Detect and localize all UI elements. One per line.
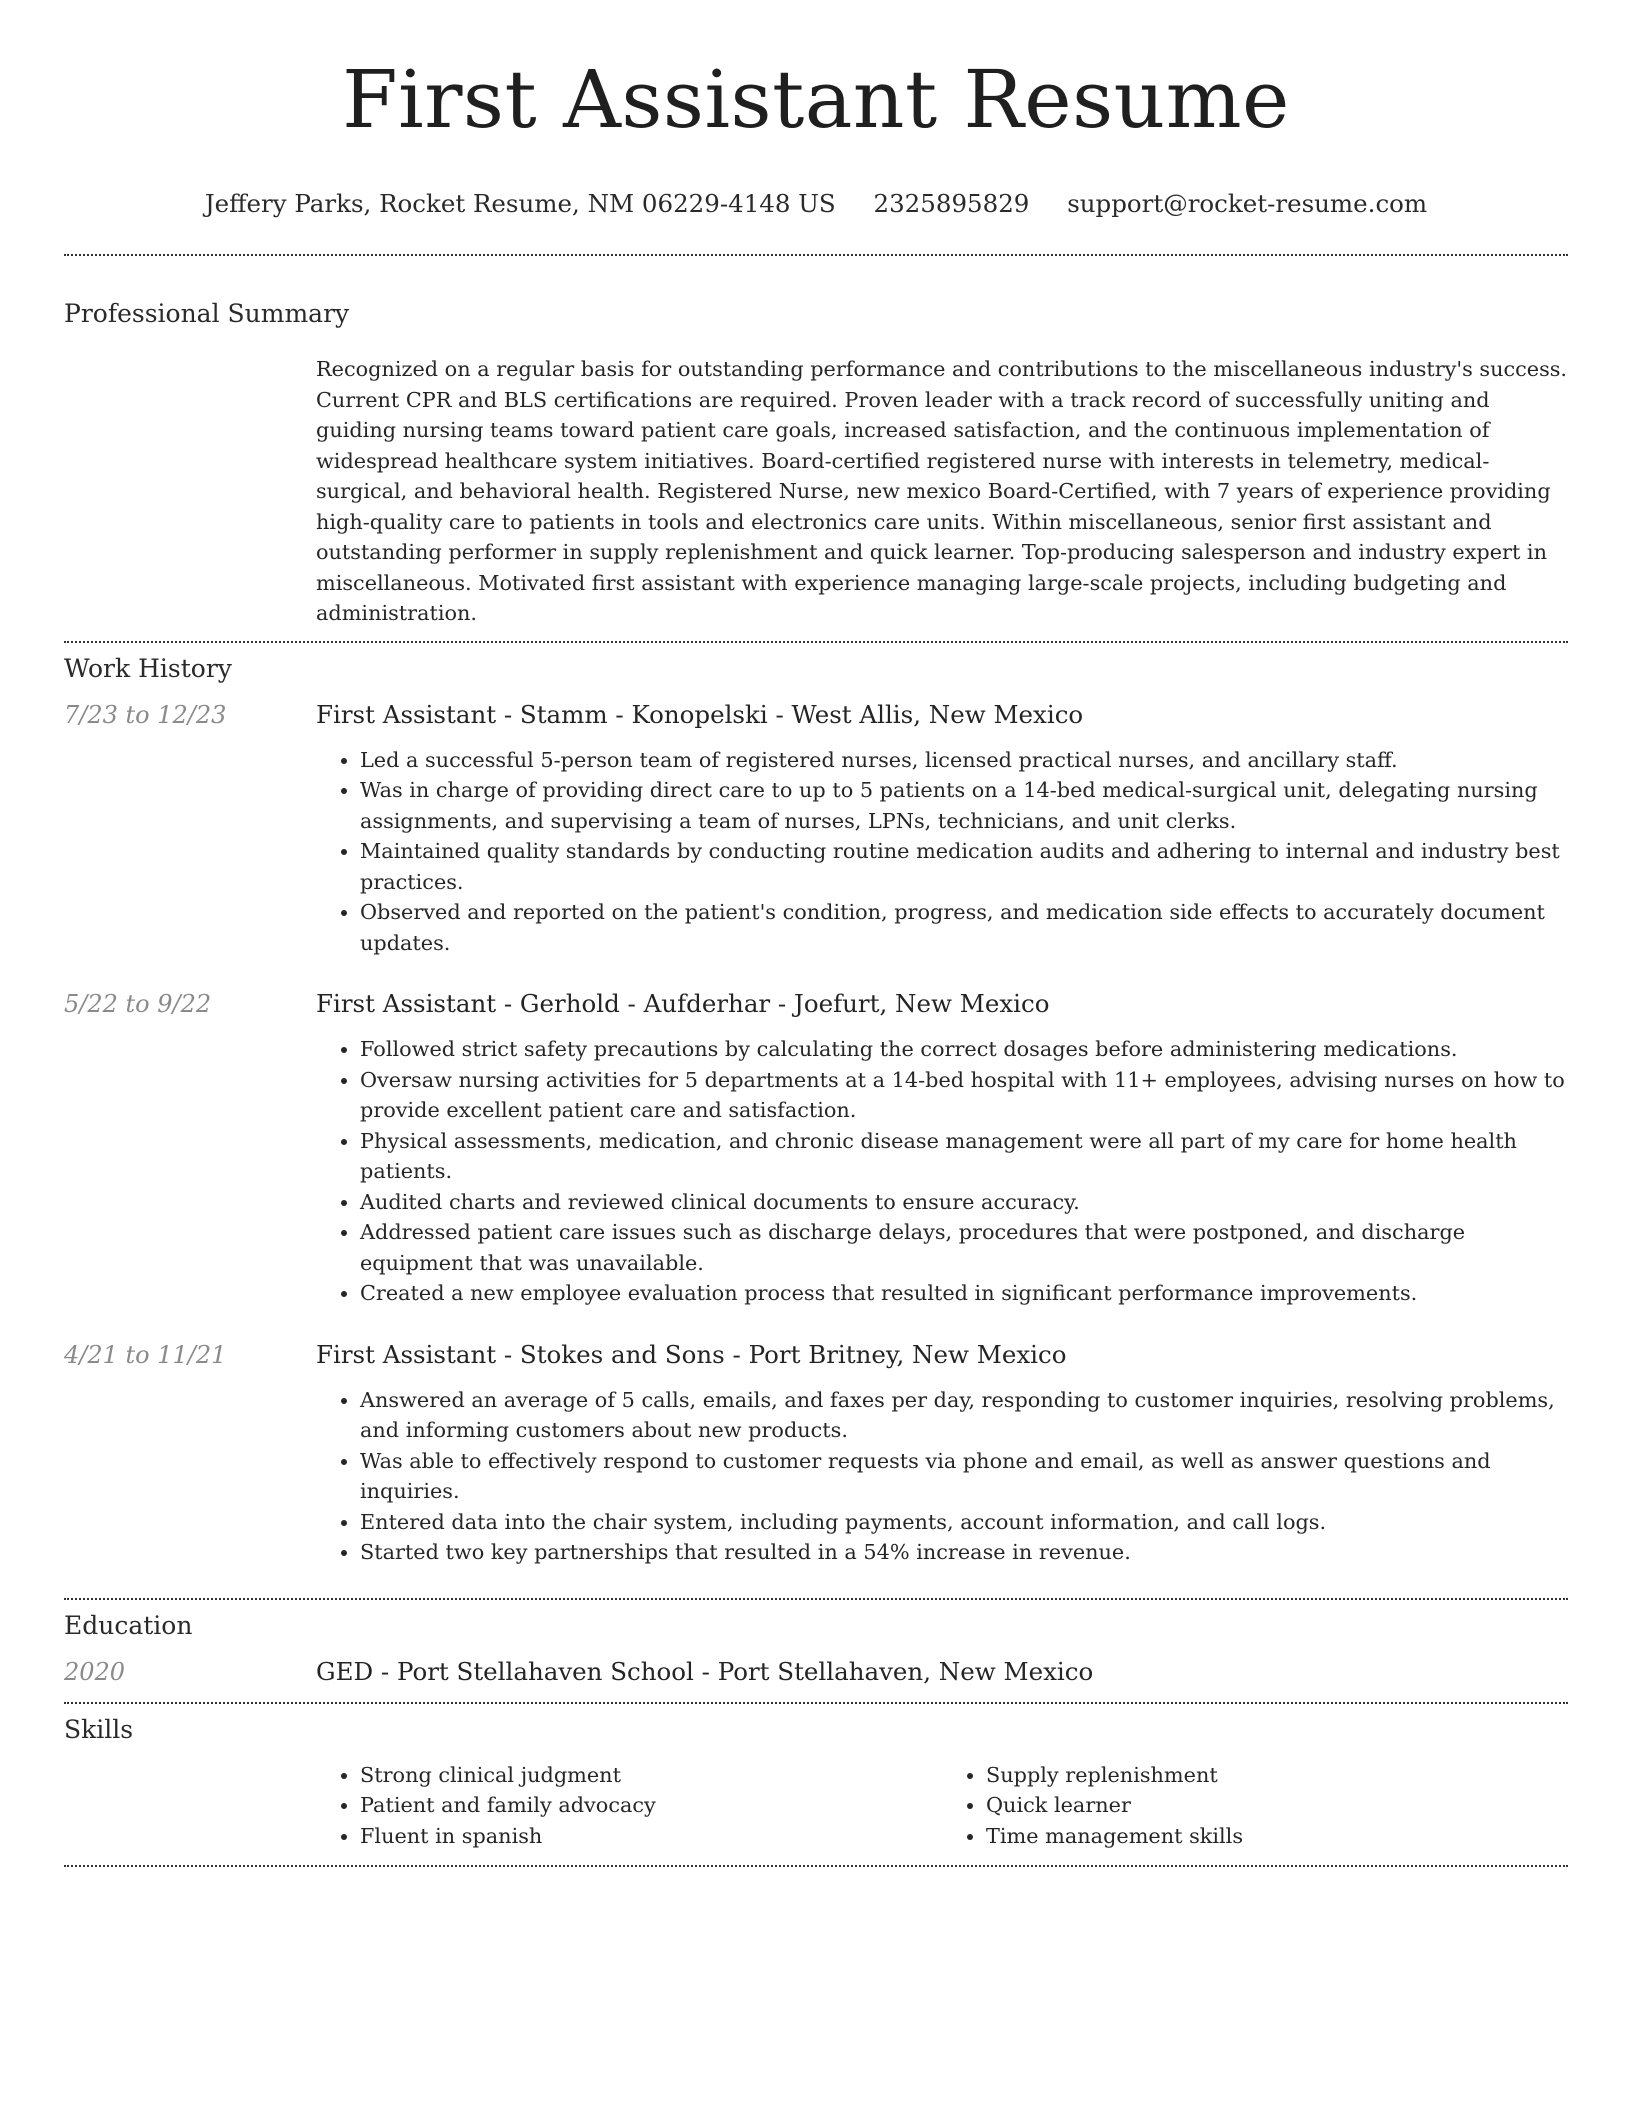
education-detail: GED - Port Stellahaven School - Port Stellahaven, New Mexico [316, 1656, 1094, 1686]
job-header [64, 988, 1568, 1020]
summary-heading: Professional Summary [64, 299, 350, 328]
education-year: 2020 [64, 1657, 126, 1686]
job-bullet: • Observed and reported on the patient's condition, progress, and medication side effects to accurately document updates. [360, 897, 1568, 958]
divider [64, 254, 1568, 256]
job-bullet: • Answered an average of 5 calls, emails, and faxes per day, responding to customer inquiries, resolving problems, and informing customers about new products. [360, 1385, 1568, 1446]
job-bullet: • Maintained quality standards by conducting routine medication audits and adhering to internal and industry best practices. [360, 836, 1568, 897]
summary-text: Recognized on a regular basis for outstanding performance and contributions to the miscellaneous industry's success. Current CPR and BLS certifications are required. Proven leader with a track record of successfully uniting and guiding nursing teams toward patient care goals, increased satisfaction, and the continuous implementation of widespread healthcare system initiatives. Board-certified registered nurse with interests in telemetry, medical-surgical, and behavioral health. Registered Nurse, new mexico Board-Certified, with 7 years of experience providing high-quality care to patients in tools and electronics care units. Within miscellaneous, senior first assistant and outstanding performer in supply replenishment and quick learner. Top-producing salesperson and industry expert in miscellaneous. Motivated first assistant with experience managing large-scale projects, including budgeting and administration. [316, 357, 1568, 625]
job-bullet: • Entered data into the chair system, including payments, account information, and call logs. [360, 1507, 1568, 1538]
skills-list [316, 1760, 1568, 1852]
job-dates: 4/21 to 11/21 [64, 1340, 227, 1369]
work-history-heading: Work History [64, 653, 232, 683]
job-title: First Assistant - Stamm - Konopelski - West Allis, New Mexico [316, 699, 1084, 729]
job-bullet: • Was able to effectively respond to customer requests via phone and email, as well as answer questions and inquiries. [360, 1446, 1568, 1507]
job-dates: 7/23 to 12/23 [64, 700, 227, 729]
skill-item: • Quick learner [986, 1790, 1568, 1821]
contact-phone: 2325895829 [873, 189, 1030, 218]
job-bullet: • Followed strict safety precautions by calculating the correct dosages before administering medications. [360, 1034, 1568, 1065]
job-entry [64, 988, 1568, 1309]
skill-item: • Time management skills [986, 1821, 1568, 1852]
job-bullet: • Started two key partnerships that resulted in a 54% increase in revenue. [360, 1537, 1568, 1568]
job-bullet: • Led a successful 5-person team of registered nurses, licensed practical nurses, and ancillary staff. [360, 745, 1568, 776]
skill-item: • Strong clinical judgment [360, 1760, 942, 1791]
job-bullet: • Physical assessments, medication, and chronic disease management were all part of my care for home health patients. [360, 1126, 1568, 1187]
divider [64, 1865, 1568, 1867]
job-dates: 5/22 to 9/22 [64, 990, 212, 1018]
contact-address: Jeffery Parks, Rocket Resume, NM 06229-4148 US [204, 189, 836, 218]
job-header [64, 699, 1568, 731]
skill-item: • Fluent in spanish [360, 1821, 942, 1852]
job-bullet: • Audited charts and reviewed clinical documents to ensure accuracy. [360, 1187, 1568, 1218]
job-bullet: • Was in charge of providing direct care to up to 5 patients on a 14-bed medical-surgical unit, delegating nursing assignments, and supervising a team of nurses, LPNs, technicians, and unit clerks. [360, 775, 1568, 836]
job-bullets [316, 1034, 1568, 1309]
job-title: First Assistant - Stokes and Sons - Port Britney, New Mexico [316, 1339, 1067, 1369]
skills-heading: Skills [64, 1714, 134, 1744]
education-entry [64, 1656, 1568, 1688]
resume-title: First Assistant Resume [342, 53, 1290, 146]
skill-item: • Supply replenishment [986, 1760, 1568, 1791]
skill-item: • Patient and family advocacy [360, 1790, 942, 1821]
job-bullet: • Addressed patient care issues such as discharge delays, procedures that were postponed, and discharge equipment that was unavailable. [360, 1217, 1568, 1278]
job-bullet: • Created a new employee evaluation process that resulted in significant performance improvements. [360, 1278, 1568, 1309]
contact-line [64, 188, 1568, 220]
divider [64, 1702, 1568, 1704]
job-bullets [316, 1385, 1568, 1568]
skills-column-left [316, 1760, 942, 1852]
skills-column-right [942, 1760, 1568, 1852]
job-bullet: • Oversaw nursing activities for 5 departments at a 14-bed hospital with 11+ employees, advising nurses on how to provide excellent patient care and satisfaction. [360, 1065, 1568, 1126]
education-heading: Education [64, 1610, 193, 1640]
job-entry [64, 699, 1568, 959]
job-header [64, 1339, 1568, 1371]
divider [64, 1598, 1568, 1600]
job-bullets [316, 745, 1568, 959]
divider [64, 641, 1568, 643]
contact-email: support@rocket-resume.com [1067, 189, 1428, 218]
job-title: First Assistant - Gerhold - Aufderhar - Joefurt, New Mexico [316, 989, 1050, 1018]
job-entry [64, 1339, 1568, 1568]
